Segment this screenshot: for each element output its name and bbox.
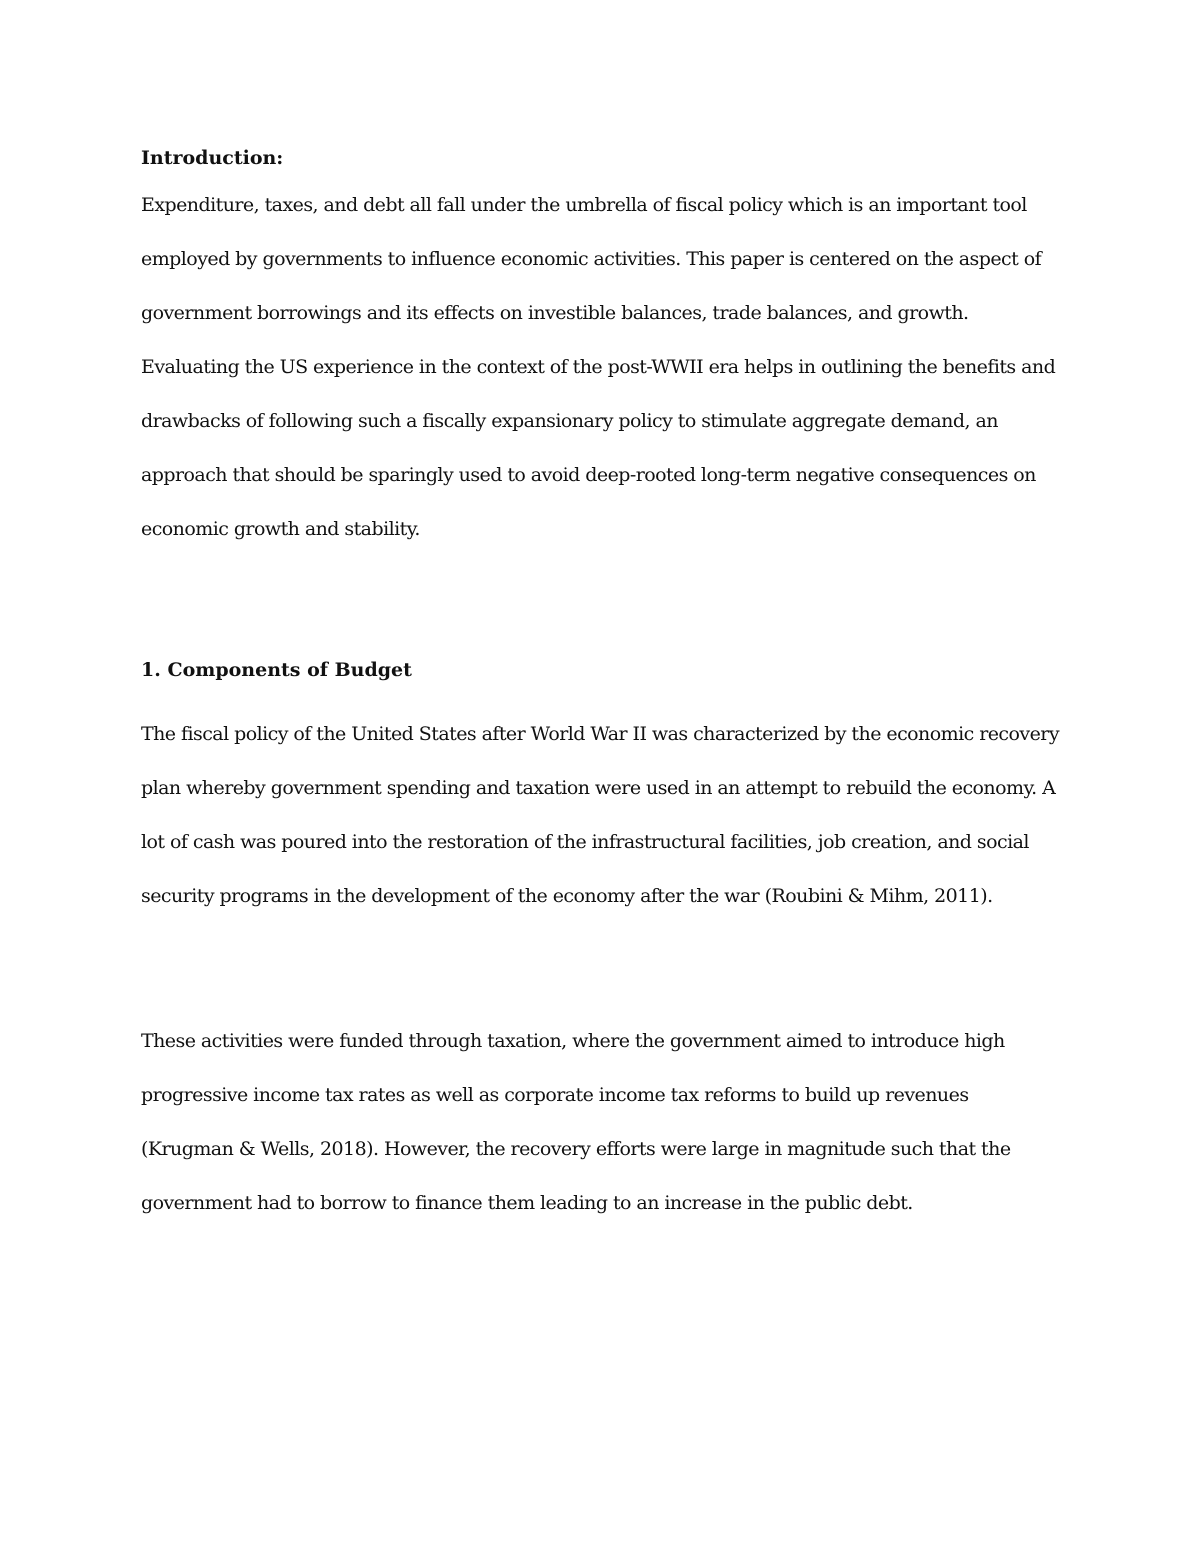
introduction-paragraph: Expenditure, taxes, and debt all fall under the umbrella of fiscal policy which is an important tool employed by governments to influence economic activities. This paper is centered on the aspect of government borrowings and its effects on investible balances, trade balances, and growth. Evaluating the US experience in the context of the post-WWII era helps in outlining the benefits and drawbacks of following such a fiscally expansionary policy to stimulate aggregate demand, an approach that should be sparingly used to avoid deep-rooted long-term negative consequences on economic growth and stability. xyxy=(141,194,1056,540)
document-content xyxy=(141,136,1066,1230)
components-of-budget-heading: 1. Components of Budget xyxy=(141,659,412,681)
budget-paragraph-1: The fiscal policy of the United States after World War II was characterized by the economic recovery plan whereby government spending and taxation were used in an attempt to rebuild the economy. A lot of cash was poured into the restoration of the infrastructural facilities, job creation, and social security programs in the development of the economy after the war (Roubini & Mihm, 2011). xyxy=(141,723,1060,907)
introduction-heading: Introduction: xyxy=(141,147,284,169)
budget-paragraph-2: These activities were funded through taxation, where the government aimed to introduce high progressive income tax rates as well as corporate income tax reforms to build up revenues (Krugman & Wells, 2018). However, the recovery efforts were large in magnitude such that the government had to borrow to finance them leading to an increase in the public debt. xyxy=(141,1030,1011,1214)
